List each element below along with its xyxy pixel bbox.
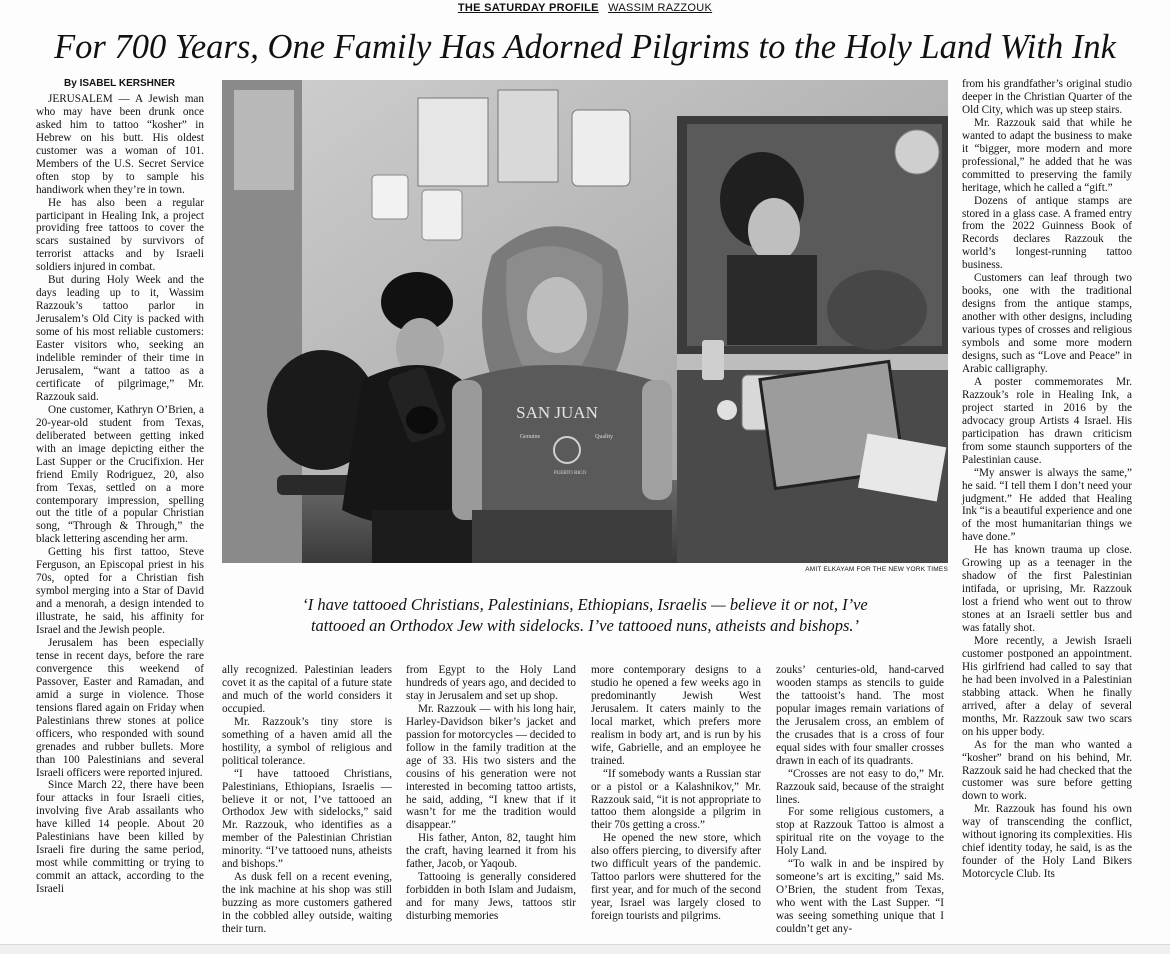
paragraph: “I have tattooed Christians, Palestinians, Ethiopians, Israelis — believe it or not, I’ve tattooed an Orthodox Jew with sidelocks,” said Mr. Razzouk, who identifies as a member of the Palestinian Christian minority. “I’ve tattooed nuns, atheists and bishops.” [222,767,392,871]
paragraph: Mr. Razzouk — with his long hair, Harley-Davidson biker’s jacket and passion for motorcycles — decided to follow in the family tradition at the age of 33. His two sisters and the cousins of his generation were not interested in becoming tattoo artists, he said, adding, “I knew that if it wasn’t for me the tradition would disappear.” [406,702,576,832]
shirt-print-title: SAN JUAN [516,403,598,422]
paragraph: One customer, Kathryn O’Brien, a 20-year-old student from Texas, deliberated between getting inked with an image depicting either the Last Supper or the Crucifixion. Her friend Emily Rodriguez, 20, also from Texas, settled on a more contemporary impression, spelling out the title of a popular Christian song, “Through & Through,” the black lettering ascending her arm. [36,403,204,546]
paragraph: He has known trauma up close. Growing up as a teenager in the shadow of the first Palestinian intifada, or uprising, Mr. Razzouk lost a friend who went out to throw stones at an Israeli settler bus and was fatally shot. [962,544,1132,635]
paragraph: Mr. Razzouk said that while he wanted to adapt the business to make it “bigger, more modern and more professional,” he added that he was committed to preserving the family heritage, which he called a “gift.” [962,116,1132,194]
paragraph: A poster commemorates Mr. Razzouk’s role in Healing Ink, a project started in 2016 by the advocacy group Artists 4 Israel. His participation has drawn criticism from some staunch supporters of the Palestinian cause. [962,375,1132,466]
shirt-print-bottom: PUERTO RICO [553,471,587,476]
paragraph: “My answer is always the same,” he said. “I tell them I don’t need your judgment.” He added that Healing Ink “is a beautiful experience and one of the most humanitarian things we have done.” [962,466,1132,544]
paragraph: “If somebody wants a Russian star or a pistol or a Kalashnikov,” Mr. Razzouk said, “it is not appropriate to tattoo them alongside a pilgrim in their 70s getting a cross.” [591,767,761,832]
shirt-print-right: Quality [595,434,613,440]
paragraph: more contemporary designs to a studio he opened a few weeks ago in predominantly Jewish West Jerusalem. It caters mainly to the local market, which prefers more realism in body art, and is run by his wife, Gabrielle, and an employee he trained. [591,664,761,767]
article-column-5 [776,664,944,936]
paragraph: Mr. Razzouk has found his own way of transcending the conflict, without ignoring its complexities. His chief identity today, he said, is as the founder of the Holy Land Bikers Motorcycle Club. Its [962,803,1132,881]
paragraph: zouks’ centuries-old, hand-carved wooden stamps as stencils to guide the tattooist’s hand. The most popular images remain variations of the Jerusalem cross, an emblem of the crusades that is a cross of four equal sides with four smaller crosses drawn in each of its quadrants. [776,664,944,767]
article-column-2 [222,664,392,936]
paragraph: More recently, a Jewish Israeli customer postponed an appointment. His girlfriend had called to say that he had been involved in a Palestinian stabbing attack. When he finally arrived, after a delay of several months, Mr. Razzouk saw two scars on his upper body. [962,634,1132,738]
paragraph: For some religious customers, a stop at Razzouk Tattoo is almost a spiritual rite on the voyage to the Holy Land. [776,806,944,858]
byline: By ISABEL KERSHNER [64,78,175,89]
paragraph: “Crosses are not easy to do,” Mr. Razzouk said, because of the straight lines. [776,767,944,806]
section-label[interactable]: THE SATURDAY PROFILE [457,2,599,14]
article-column-6 [962,78,1132,881]
paragraph: Customers can leaf through two books, one with the traditional designs from the antique stamps, another with other designs, including various types of crosses and religious symbols and some more modern designs, such as “Love and Peace” in Arabic calligraphy. [962,272,1132,375]
paragraph: His father, Anton, 82, taught him the craft, having learned it from his father, Jacob, or Yaqoub. [406,832,576,871]
paragraph: But during Holy Week and the days leading up to it, Wassim Razzouk’s tattoo parlor in Jerusalem’s Old City is packed with some of his most reliable customers: Easter visitors who, seeking an indelible reminder of their time in Jerusalem, “want a tattoo as a certificate of pilgrimage,” Mr. Razzouk said. [36,274,204,403]
tattoo-parlor-photo [222,80,948,563]
article-column-3 [406,664,576,923]
paragraph: Jerusalem has been especially tense in recent days, before the rare convergence this weekend of Passover, Easter and Ramadan, and amid a surge in violence. Those tensions flared again on Friday when Palestinians threw stones at police officers, who responded with sound grenades and rubber bullets. More than 100 Palestinians and several Israeli officers were reported injured. [36,636,204,779]
byline-author: ISABEL KERSHNER [79,78,175,89]
paragraph: from Egypt to the Holy Land hundreds of years ago, and decided to stay in Jerusalem and set up shop. [406,664,576,702]
pull-quote [222,594,948,636]
paragraph: Tattooing is generally considered forbidden in both Islam and Judaism, and for many Jews, tattoos stir disturbing memories [406,871,576,923]
shirt-print-left: Genuine [519,434,541,440]
article-column-4 [591,664,761,923]
paragraph: Dozens of antique stamps are stored in a glass case. A framed entry from the 2022 Guinness Book of Records declares Razzouk the world’s longest-running tattoo business. [962,194,1132,272]
article-column-1 [36,78,204,896]
photo-credit: AMIT ELKAYAM FOR THE NEW YORK TIMES [805,566,948,573]
paragraph: JERUSALEM — A Jewish man who may have been drunk once asked him to tattoo “kosher” in Hebrew on his butt. His oldest customer was a woman of 101. Members of the U.S. Secret Service often stop by to sample his handiwork when they’re in town. [36,92,204,196]
pull-quote-line-1: ‘I have tattooed Christians, Palestinians, Ethiopians, Israelis — believe it or not, I’ve [302,595,868,614]
paragraph: from his grandfather’s original studio deeper in the Christian Quarter of the Old City, which was up steep stairs. [962,78,1132,116]
pull-quote-line-2: tattooed an Orthodox Jew with sidelocks. I’ve tattooed nuns, atheists and bishops.’ [310,616,860,635]
paragraph: He opened the new store, which also offers piercing, to diversify after two difficult years of the pandemic. Tattoo parlors were shuttered for the first year, and for much of the second year, Israel was largely closed to foreign tourists and pilgrims. [591,832,761,923]
paragraph: Getting his first tattoo, Steve Ferguson, an Episcopal priest in his 70s, opted for a Christian fish symbol merging into a Star of David and a menorah, a design intended to illustrate, he said, his affinity for Israel and the Jewish people. [36,546,204,637]
paragraph: Mr. Razzouk’s tiny store is something of a haven amid all the hostility, a symbol of religious and political tolerance. [222,715,392,767]
paragraph: He has also been a regular participant in Healing Ink, a project providing free tattoos to cover the scars sustained by survivors of terrorist attacks and by Israeli soldiers injured in combat. [36,196,204,274]
paragraph: Since March 22, there have been four attacks in four Israeli cities, involving five Arab assailants who have killed 14 people. About 20 Palestinians have been killed by Israeli fire during the same period, most while committing or trying to commit an attack, according to the Israeli [36,779,204,896]
paragraph: As for the man who wanted a “kosher” brand on his behind, Mr. Razzouk said he had checked that the customer was sure before getting down to work. [962,738,1132,803]
section-kicker [0,2,1170,14]
paragraph: ally recognized. Palestinian leaders covet it as the capital of a future state and much of the world considers it occupied. [222,664,392,715]
headline: For 700 Years, One Family Has Adorned Pilgrims to the Holy Land With Ink [54,28,1116,66]
paragraph: As dusk fell on a recent evening, the ink machine at his shop was still buzzing as more customers gathered in the cobbled alley outside, waiting their turn. [222,871,392,936]
paragraph: “To walk in and be inspired by someone’s art is exciting,” said Ms. O’Brien, the student from Texas, who went with the Last Supper. “I was seeing something unique that I couldn’t get any- [776,858,944,936]
article-photo [222,80,948,563]
profile-subject[interactable]: WASSIM RAZZOUK [608,2,713,14]
